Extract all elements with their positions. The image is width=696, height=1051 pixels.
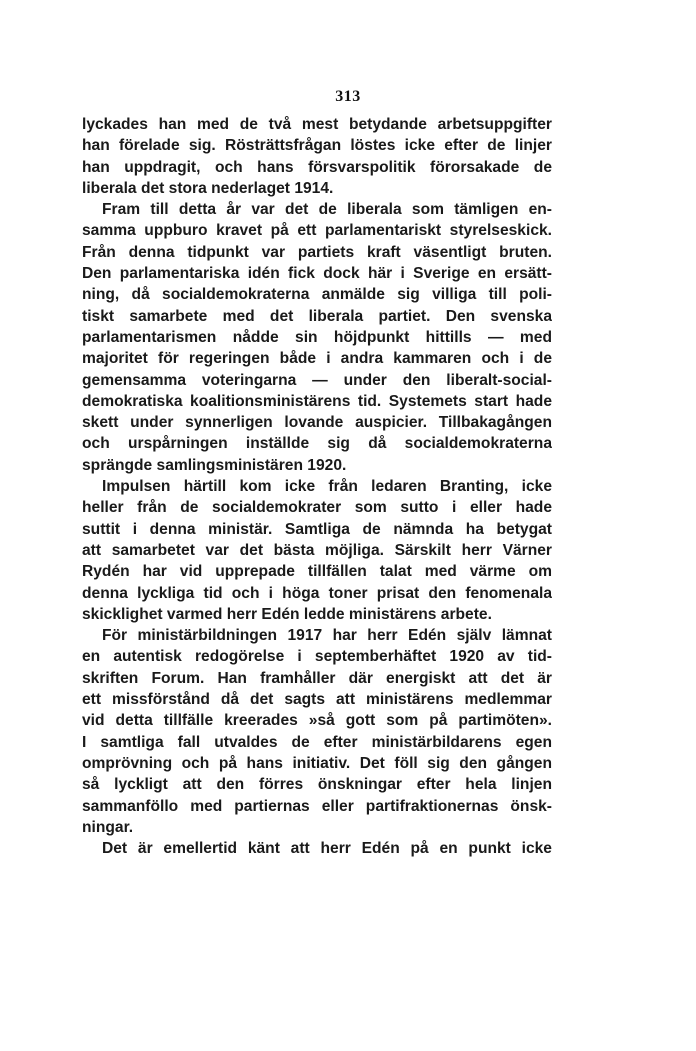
- text-line: parlamentarismen nådde sin höjdpunkt hittills — med: [82, 328, 552, 346]
- text-line: Impulsen härtill kom icke från ledaren Branting, icke: [102, 478, 552, 496]
- text-line: skriften Forum. Han framhåller där energiskt att det är: [82, 669, 552, 687]
- text-line: demokratiska koalitionsministärens tid. Systemets start hade: [82, 392, 552, 410]
- text-line: lyckades han med de två mest betydande arbetsuppgifter: [82, 116, 552, 133]
- text-line: tiskt samarbete med det liberala partiet. Den svenska: [82, 307, 552, 325]
- body-text: [82, 114, 552, 859]
- text-line: ning, då socialdemokraterna anmälde sig villiga till poli-: [82, 286, 552, 304]
- text-line: sprängde samlingsministären 1920.: [82, 456, 347, 474]
- text-line: ett missförstånd då det sagts att ministärens medlemmar: [82, 691, 552, 709]
- text-line: att samarbetet var det bästa möjliga. Särskilt herr Värner: [82, 541, 552, 559]
- text-line: omprövning och på hans initiativ. Det föll sig den gången: [82, 754, 552, 772]
- text-line: sammanföllo med partiernas eller partifraktionernas önsk-: [82, 797, 552, 815]
- page-number: 313: [335, 88, 361, 105]
- text-line: skicklighet varmed herr Edén ledde ministärens arbete.: [82, 605, 492, 623]
- text-line: vid detta tillfälle kreerades »så gott som på partimöten».: [82, 712, 552, 730]
- text-line: samma uppburo kravet på ett parlamentariskt styrelseskick.: [82, 222, 552, 240]
- text-line: Det är emellertid känt att herr Edén på en punkt icke: [102, 840, 552, 858]
- text-line: heller från de socialdemokrater som sutto i eller hade: [82, 499, 552, 517]
- text-line: han uppdragit, och hans försvarspolitik förorsakade de: [82, 158, 552, 176]
- text-line: gemensamma voteringarna — under den liberalt-social-: [82, 371, 552, 389]
- text-line: skett under synnerligen lovande auspicier. Tillbakagången: [82, 414, 552, 432]
- text-line: I samtliga fall utvaldes de efter ministärbildarens egen: [82, 733, 552, 751]
- text-line: majoritet för regeringen både i andra kammaren och i de: [82, 350, 552, 368]
- text-line: ningar.: [82, 818, 134, 836]
- text-line: Fram till detta år var det de liberala som tämligen en-: [102, 201, 552, 219]
- text-line: liberala det stora nederlaget 1914.: [82, 179, 334, 197]
- text-line: Från denna tidpunkt var partiets kraft väsentligt bruten.: [82, 243, 552, 261]
- text-line: Rydén har vid upprepade tillfällen talat med värme om: [82, 563, 552, 581]
- text-line: och urspårningen inställde sig då socialdemokraterna: [82, 435, 552, 453]
- text-line: suttit i denna ministär. Samtliga de nämnda ha betygat: [82, 520, 552, 538]
- text-line: så lyckligt att den förres önskningar efter hela linjen: [82, 776, 552, 794]
- text-line: han förelade sig. Rösträttsfrågan löstes icke efter de linjer: [82, 137, 552, 155]
- text-line: Den parlamentariska idén fick dock här i Sverige en ersätt-: [82, 265, 552, 283]
- text-line: en autentisk redogörelse i septemberhäftet 1920 av tid-: [82, 648, 552, 666]
- text-line: denna lyckliga tid och i höga toner prisat den fenomenala: [82, 584, 552, 602]
- text-line: För ministärbildningen 1917 har herr Edén själv lämnat: [102, 627, 552, 645]
